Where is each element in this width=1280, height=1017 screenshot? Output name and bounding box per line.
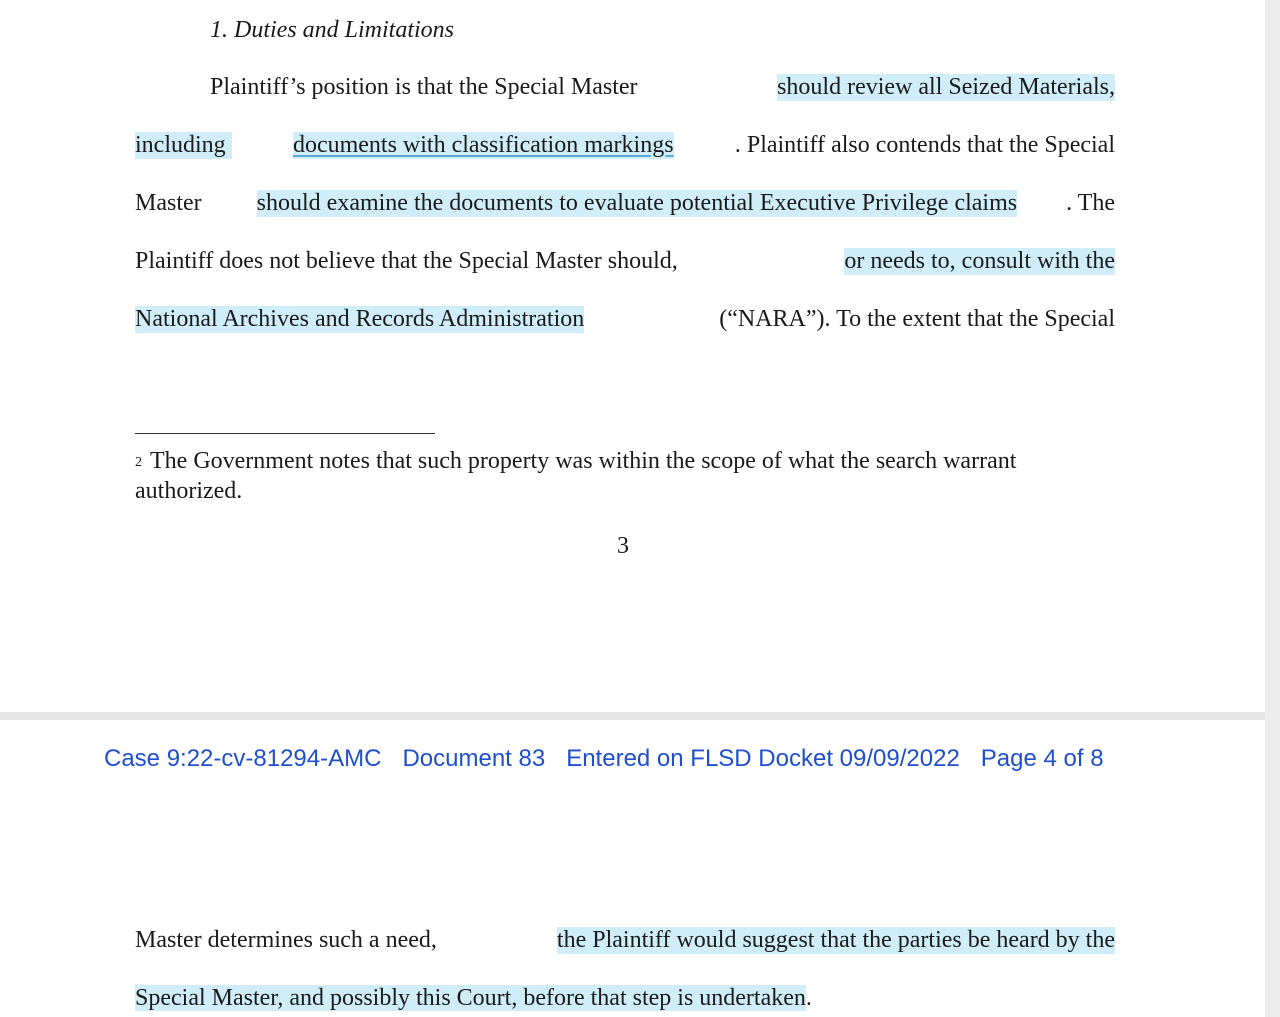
paragraph2-line-2 [135,985,812,1012]
line-text: Master determines such a need, [135,927,443,953]
line-text: Plaintiff does not believe that the Special Master should, [135,248,684,274]
page-indicator: Page 4 of 8 [980,745,1104,772]
footnote-marker: 2 [135,455,142,470]
highlighted-text[interactable]: National Archives and Records Administration [135,306,585,332]
highlighted-text[interactable]: Special Master, and possibly this Court, before that step is undertaken [135,985,806,1011]
highlighted-text[interactable]: or needs to, consult with the [844,248,1115,274]
highlighted-text[interactable]: should examine the documents to evaluate potential Executive Privilege claims [256,190,1018,216]
line-text: Plaintiff’s position is that the Special Master [210,74,644,100]
page-number: 3 [617,533,629,559]
case-header [104,745,1104,773]
section-heading: 1. Duties and Limitations [210,17,455,43]
highlighted-text[interactable]: should review all Seized Materials, [777,74,1115,100]
line-text: . Plaintiff also contends that the Special [734,132,1115,158]
paragraph-line-4 [135,248,1115,275]
highlighted-underlined-text[interactable]: documents with classification markings [292,132,674,158]
line-text: Master [135,190,208,216]
case-number: Case 9:22-cv-81294-AMC [104,745,382,772]
highlighted-text[interactable]: the Plaintiff would suggest that the parties be heard by the [556,927,1115,953]
paragraph-line-5 [135,306,1115,333]
paragraph2-line-1 [135,927,1115,954]
scrollbar-track[interactable] [1265,0,1280,1017]
line-text: (“NARA”). To the extent that the Special [713,306,1115,332]
docket-entry: Entered on FLSD Docket 09/09/2022 [566,745,960,772]
line-text: . The [1066,190,1115,216]
paragraph-line-1 [210,74,1115,101]
footnote-divider [135,433,435,434]
footnote [135,446,1095,506]
paragraph-line-3 [135,190,1115,217]
document-number: Document 83 [402,745,546,772]
footnote-text: The Government notes that such property was within the scope of what the search warrant authorized. [135,448,1017,504]
line-text: . [805,985,812,1011]
paragraph-line-2 [135,132,1115,159]
highlighted-text[interactable]: including [135,132,232,158]
